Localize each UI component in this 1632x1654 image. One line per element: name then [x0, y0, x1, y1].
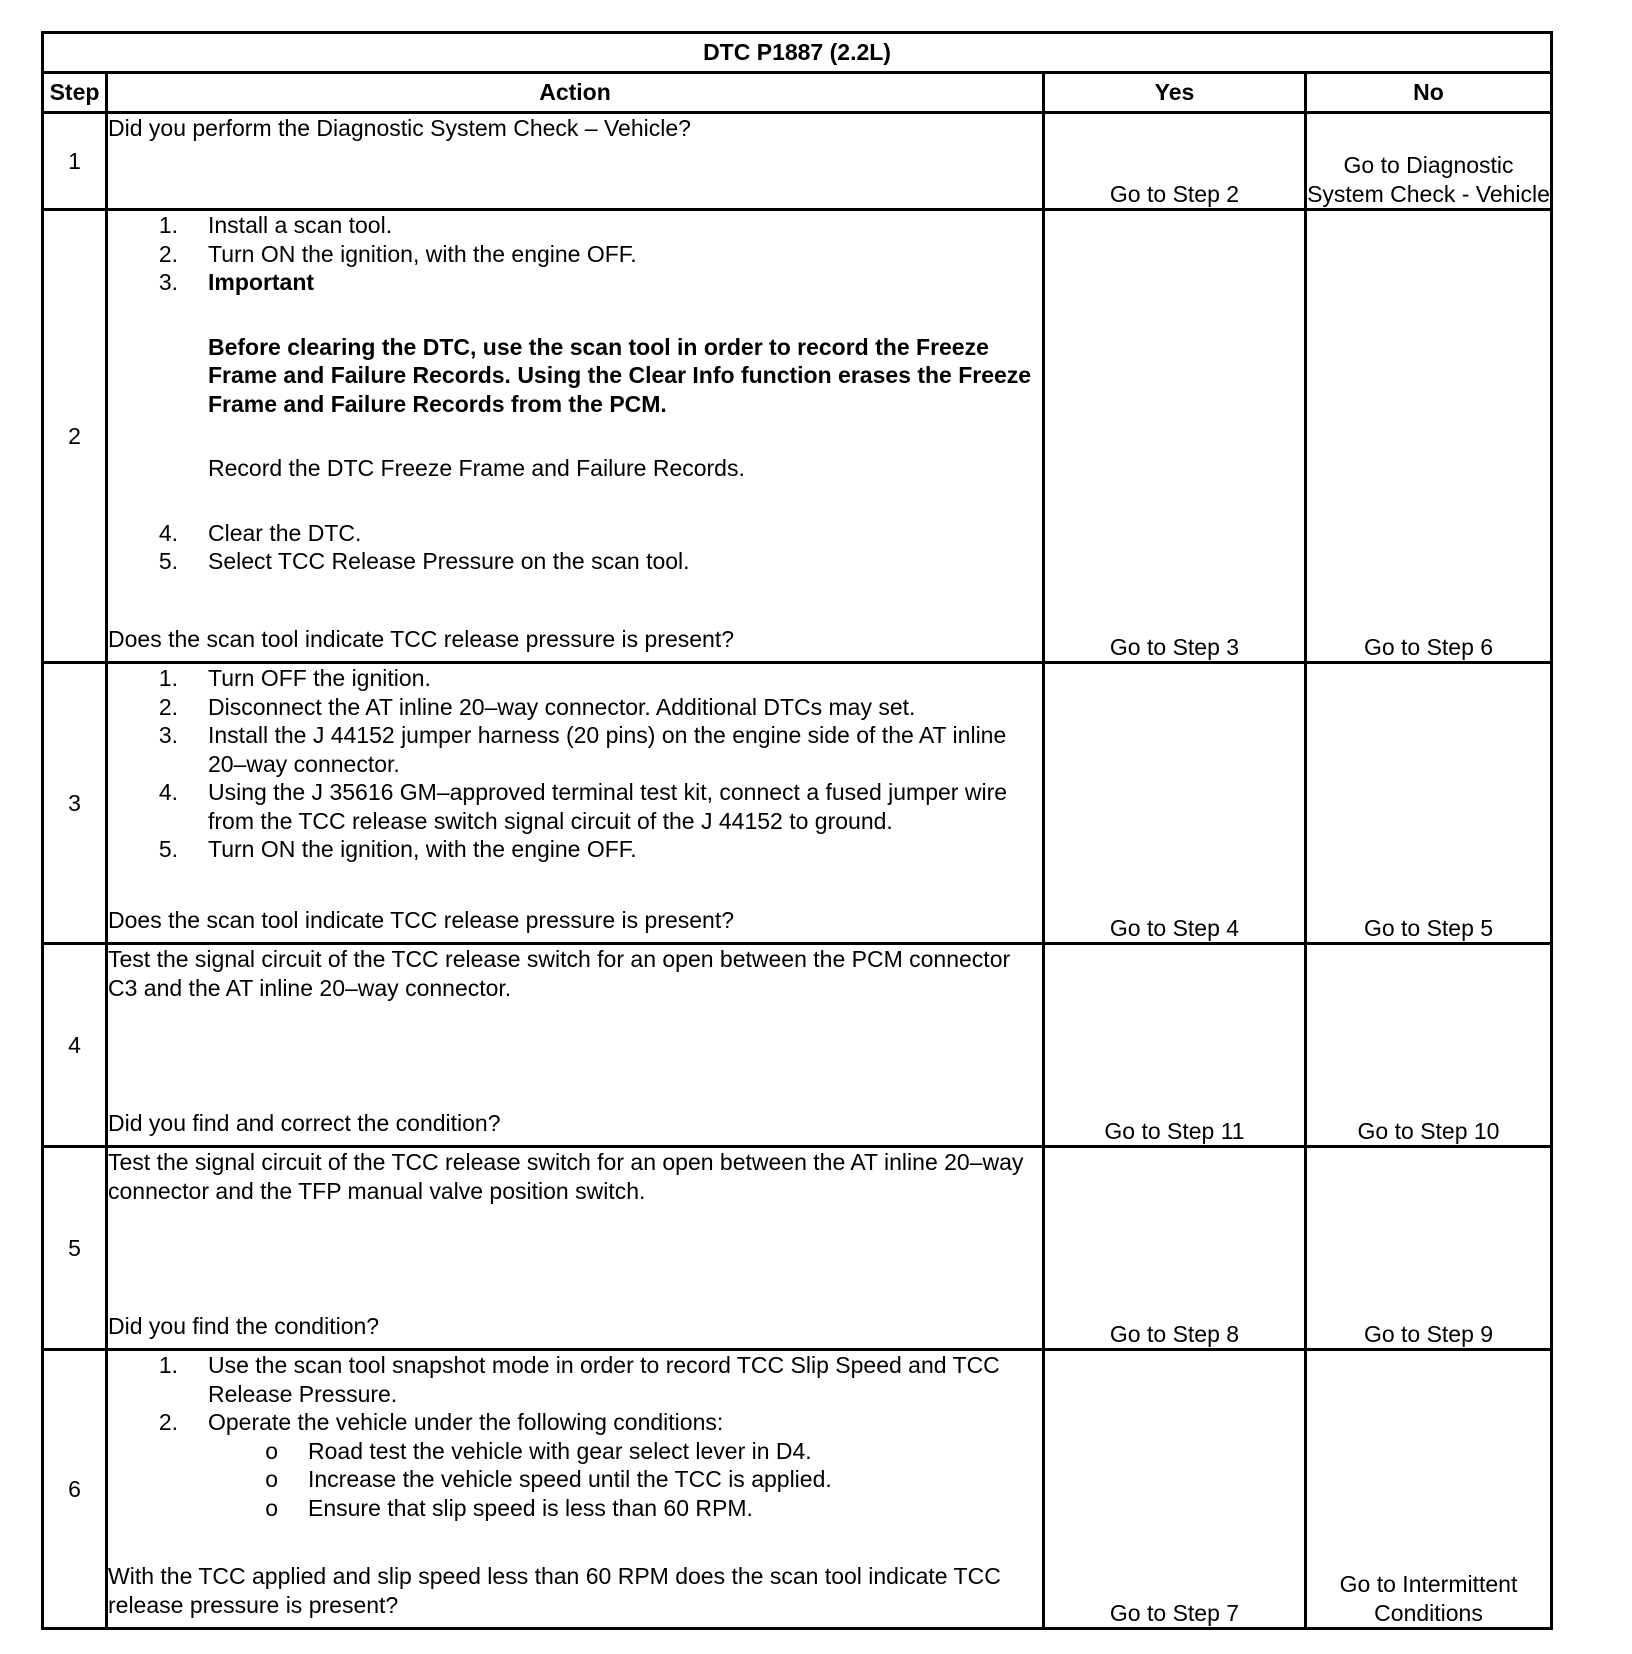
list-item: 3. Install the J 44152 jumper harness (20 pins) on the engine side of the AT inline 20–way connector. [158, 722, 1007, 777]
action-cell [107, 944, 1044, 1147]
action-question: Did you find the condition? [108, 1312, 380, 1339]
table-row-step-4 [43, 944, 1552, 1147]
step-number: 2 [43, 210, 107, 663]
no-cell: Go to Step 5 [1306, 663, 1552, 944]
list-item: 5. Turn ON the ignition, with the engine OFF. [158, 836, 637, 862]
table-title: DTC P1887 (2.2L) [43, 33, 1552, 73]
sub-list [108, 1437, 1042, 1523]
important-note [108, 297, 1042, 519]
header-no: No [1306, 73, 1552, 113]
table-row-step-3 [43, 663, 1552, 944]
action-cell [107, 1350, 1044, 1629]
list-item: 1. Use the scan tool snapshot mode in order to record TCC Slip Speed and TCC Release Pressure. [158, 1352, 1000, 1407]
action-cell [107, 113, 1044, 210]
action-question: Did you find and correct the condition? [108, 1109, 501, 1136]
no-cell: Go to Intermittent Conditions [1306, 1350, 1552, 1629]
list-item: 2. Operate the vehicle under the following conditions: [158, 1409, 724, 1435]
step-number: 5 [43, 1147, 107, 1350]
header-step: Step [43, 73, 107, 113]
yes-cell: Go to Step 7 [1044, 1350, 1306, 1629]
yes-cell: Go to Step 3 [1044, 210, 1306, 663]
action-question: Did you perform the Diagnostic System Check – Vehicle? [108, 115, 691, 141]
action-cell [107, 210, 1044, 663]
bullet-icon: o [265, 1437, 278, 1464]
no-cell: Go to Step 10 [1306, 944, 1552, 1147]
action-question: Does the scan tool indicate TCC release pressure is present? [108, 906, 735, 933]
record-text: Record the DTC Freeze Frame and Failure Records. [208, 455, 745, 481]
step-number: 4 [43, 944, 107, 1147]
action-steps [108, 1351, 1042, 1522]
list-item: o Ensure that slip speed is less than 60 RPM. [108, 1494, 1042, 1523]
step-number: 3 [43, 663, 107, 944]
action-text: Test the signal circuit of the TCC release switch for an open between the PCM connector C3 and the AT inline 20–way connector. [108, 946, 1011, 1001]
list-item: o Road test the vehicle with gear select lever in D4. [108, 1437, 1042, 1466]
table-row-step-1 [43, 113, 1552, 210]
no-cell: Go to Diagnostic System Check - Vehicle [1306, 113, 1552, 210]
important-label: Important [208, 269, 315, 295]
table-row-step-6 [43, 1350, 1552, 1629]
action-text: Test the signal circuit of the TCC release switch for an open between the AT inline 20–way connector and the TFP manual valve position switch. [108, 1149, 1024, 1204]
list-item: 1. Turn OFF the ignition. [158, 665, 431, 691]
table-row-step-2 [43, 210, 1552, 663]
step-number: 6 [43, 1350, 107, 1629]
important-text: Before clearing the DTC, use the scan tool in order to record the Freeze Frame and Failure Records. Using the Clear Info function erases the Freeze Frame and Failure Records from the PCM. [208, 333, 1032, 417]
action-steps [108, 664, 1042, 864]
header-action: Action [107, 73, 1044, 113]
action-question: Does the scan tool indicate TCC release pressure is present? [108, 625, 735, 652]
title-row [43, 33, 1552, 73]
no-cell: Go to Step 6 [1306, 210, 1552, 663]
yes-cell: Go to Step 11 [1044, 944, 1306, 1147]
table-row-step-5 [43, 1147, 1552, 1350]
list-item: 2. Turn ON the ignition, with the engine OFF. [158, 240, 637, 267]
list-item: 4. Clear the DTC. [158, 519, 362, 546]
action-cell [107, 1147, 1044, 1350]
list-item: 4. Using the J 35616 GM–approved terminal test kit, connect a fused jumper wire from the TCC release switch signal circuit of the J 44152 to ground. [158, 779, 1008, 834]
yes-cell: Go to Step 8 [1044, 1147, 1306, 1350]
action-question: With the TCC applied and slip speed less than 60 RPM does the scan tool indicate TCC release pressure is present? [108, 1563, 1001, 1618]
header-yes: Yes [1044, 73, 1306, 113]
list-item: 3. Important [108, 268, 1042, 297]
list-item: 5. Select TCC Release Pressure on the scan tool. [158, 548, 690, 574]
action-steps [108, 211, 1042, 576]
header-row [43, 73, 1552, 113]
no-cell: Go to Step 9 [1306, 1147, 1552, 1350]
bullet-icon: o [265, 1466, 278, 1492]
list-item: o Increase the vehicle speed until the TCC is applied. [108, 1465, 1042, 1494]
yes-cell: Go to Step 2 [1044, 113, 1306, 210]
list-item: 2. Disconnect the AT inline 20–way connector. Additional DTCs may set. [158, 693, 916, 720]
bullet-icon: o [265, 1494, 278, 1521]
yes-cell: Go to Step 4 [1044, 663, 1306, 944]
action-cell [107, 663, 1044, 944]
dtc-table [41, 31, 1553, 1630]
list-item: 1. Install a scan tool. [158, 212, 393, 238]
step-number: 1 [43, 113, 107, 210]
